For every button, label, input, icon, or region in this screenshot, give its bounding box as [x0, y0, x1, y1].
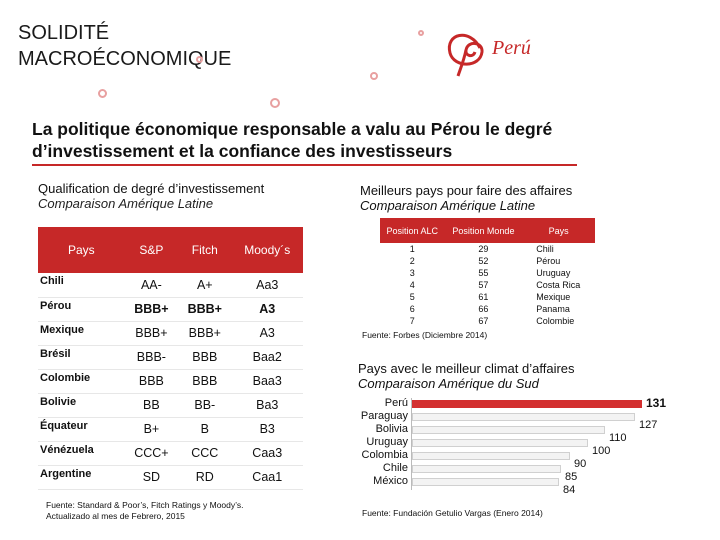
page-title — [18, 20, 231, 72]
climate-source: Fuente: Fundación Getulio Vargas (Enero 2014) — [362, 508, 543, 518]
table-row — [38, 369, 303, 393]
ratings-source-line-1: Fuente: Standard & Poor’s, Fitch Ratings y Moody’s. — [46, 500, 244, 510]
title-line-1: SOLIDITÉ — [18, 22, 110, 44]
sp-cell: BBB+ — [125, 297, 178, 321]
bar-value-label: 110 — [609, 432, 627, 444]
fitch-cell: BBB — [178, 369, 231, 393]
pays-cell: Colombie — [536, 316, 575, 326]
monde-cell: 66 — [478, 304, 489, 314]
col-header-sp: S&P — [125, 227, 178, 273]
fitch-cell: A+ — [178, 273, 231, 297]
business-source: Fuente: Forbes (Diciembre 2014) — [362, 330, 488, 340]
logo-text: Perú — [492, 37, 531, 59]
moodys-cell: Baa2 — [232, 345, 304, 369]
bar — [412, 426, 605, 434]
decorative-circle — [418, 30, 424, 36]
bar-category-label: México — [373, 475, 408, 487]
ratings-source — [46, 500, 306, 522]
business-heading-block — [360, 183, 580, 213]
alc-cell: 7 — [409, 316, 415, 326]
pays-cell: Costa Rica — [536, 280, 581, 290]
sp-cell: SD — [125, 465, 178, 489]
ratings-heading: Qualification de degré d’investissement — [38, 181, 265, 196]
decorative-circle — [196, 56, 203, 63]
fitch-cell: BBB+ — [178, 297, 231, 321]
table-row — [380, 243, 595, 255]
business-heading: Meilleurs pays pour faire des affaires — [360, 183, 573, 198]
moodys-cell: Ba3 — [232, 393, 304, 417]
monde-cell: 55 — [478, 268, 489, 278]
alc-cell: 6 — [409, 304, 415, 314]
fitch-cell: BB- — [178, 393, 231, 417]
table-row — [380, 315, 595, 327]
table-row — [38, 321, 303, 345]
moodys-cell: Aa3 — [232, 273, 304, 297]
table-row — [380, 303, 595, 315]
bar — [412, 478, 559, 486]
climate-heading: Pays avec le meilleur climat d’affaires — [358, 361, 575, 376]
sp-cell: B+ — [125, 417, 178, 441]
table-row — [38, 441, 303, 465]
bar — [412, 452, 570, 460]
decorative-circle — [270, 98, 280, 108]
fitch-cell: CCC — [178, 441, 231, 465]
bar-value-label: 127 — [639, 419, 658, 431]
bar — [412, 413, 635, 421]
sp-cell: BBB+ — [125, 321, 178, 345]
col-header-position-monde: Position Monde — [445, 218, 523, 243]
fitch-cell: BBB+ — [178, 321, 231, 345]
alc-cell: 4 — [409, 280, 415, 290]
business-subheading: Comparaison Amérique Latine — [360, 198, 536, 213]
peru-logo — [440, 18, 590, 78]
table-row — [380, 279, 595, 291]
bar — [412, 465, 561, 473]
alc-cell: 3 — [409, 268, 415, 278]
col-header-fitch: Fitch — [178, 227, 231, 273]
bar-category-label: Bolivia — [375, 423, 408, 435]
fitch-cell: RD — [178, 465, 231, 489]
table-row — [38, 297, 303, 321]
divider — [32, 164, 577, 166]
sp-cell: CCC+ — [125, 441, 178, 465]
pays-cell: Chili — [536, 244, 554, 254]
country-cell: Mexique — [38, 321, 125, 345]
sp-cell: BBB — [125, 369, 178, 393]
ratings-subheading: Comparaison Amérique Latine — [38, 196, 214, 211]
climate-subheading: Comparaison Amérique du Sud — [358, 376, 539, 391]
fitch-cell: BBB — [178, 345, 231, 369]
pays-cell: Panama — [536, 304, 570, 314]
moodys-cell: Caa1 — [232, 465, 304, 489]
ratings-source-line-2: Actualizado al mes de Febrero, 2015 — [46, 511, 185, 521]
monde-cell: 29 — [478, 244, 489, 254]
country-cell: Colombie — [38, 369, 125, 393]
country-cell: Bolivie — [38, 393, 125, 417]
bar-category-label: Chile — [382, 462, 408, 474]
moodys-cell: Caa3 — [232, 441, 304, 465]
country-cell: Argentine — [38, 465, 125, 489]
moodys-cell: B3 — [232, 417, 304, 441]
monde-cell: 67 — [478, 316, 489, 326]
bar-value-label: 131 — [646, 396, 667, 410]
sp-cell: BB — [125, 393, 178, 417]
moodys-cell: A3 — [232, 321, 304, 345]
decorative-circle — [370, 72, 378, 80]
table-row — [38, 345, 303, 369]
bar-value-label: 85 — [565, 471, 578, 483]
subtitle: La politique économique responsable a valu au Pérou le degré d’investissement et la confiance des investisseurs — [32, 119, 553, 161]
bar-value-label: 90 — [574, 458, 587, 470]
alc-cell: 5 — [409, 292, 415, 302]
alc-cell: 2 — [409, 256, 415, 266]
country-cell: Vénézuela — [38, 441, 125, 465]
col-header-pays: Pays — [522, 218, 595, 243]
bar-value-label: 84 — [563, 484, 576, 496]
table-row — [380, 291, 595, 303]
col-header-position-alc: Position ALC — [380, 218, 445, 243]
bar-category-label: Uruguay — [366, 436, 408, 448]
table-row — [380, 267, 595, 279]
moodys-cell: A3 — [232, 297, 304, 321]
bar-category-label: Paraguay — [360, 410, 408, 422]
country-cell: Pérou — [38, 297, 125, 321]
table-row — [38, 465, 303, 489]
bar — [412, 400, 642, 408]
fitch-cell: B — [178, 417, 231, 441]
col-header-moodys: Moody´s — [232, 227, 304, 273]
ratings-table — [38, 227, 303, 490]
bar-category-label: Perú — [384, 397, 408, 409]
bar-value-label: 100 — [592, 445, 611, 457]
sp-cell: AA- — [125, 273, 178, 297]
bar-category-label: Colombia — [361, 449, 408, 461]
ratings-header-row — [38, 227, 303, 273]
table-row — [380, 255, 595, 267]
climate-bar-chart — [411, 396, 671, 496]
alc-cell: 1 — [409, 244, 415, 254]
col-header-pays: Pays — [38, 227, 125, 273]
ratings-heading-block — [38, 181, 298, 211]
pays-cell: Pérou — [536, 256, 561, 266]
monde-cell: 57 — [478, 280, 489, 290]
table-row — [38, 393, 303, 417]
monde-cell: 61 — [478, 292, 489, 302]
table-row — [38, 273, 303, 297]
country-cell: Brésil — [38, 345, 125, 369]
monde-cell: 52 — [478, 256, 489, 266]
table-row — [38, 417, 303, 441]
business-table — [380, 218, 595, 327]
climate-heading-block — [358, 361, 578, 391]
pays-cell: Mexique — [536, 292, 571, 302]
moodys-cell: Baa3 — [232, 369, 304, 393]
pays-cell: Uruguay — [536, 268, 571, 278]
business-header-row — [380, 218, 595, 243]
title-line-2: MACROÉCONOMIQUE — [18, 48, 232, 70]
country-cell: Chili — [38, 273, 125, 297]
sp-cell: BBB- — [125, 345, 178, 369]
decorative-circle — [98, 89, 107, 98]
country-cell: Équateur — [38, 417, 125, 441]
bar — [412, 439, 588, 447]
